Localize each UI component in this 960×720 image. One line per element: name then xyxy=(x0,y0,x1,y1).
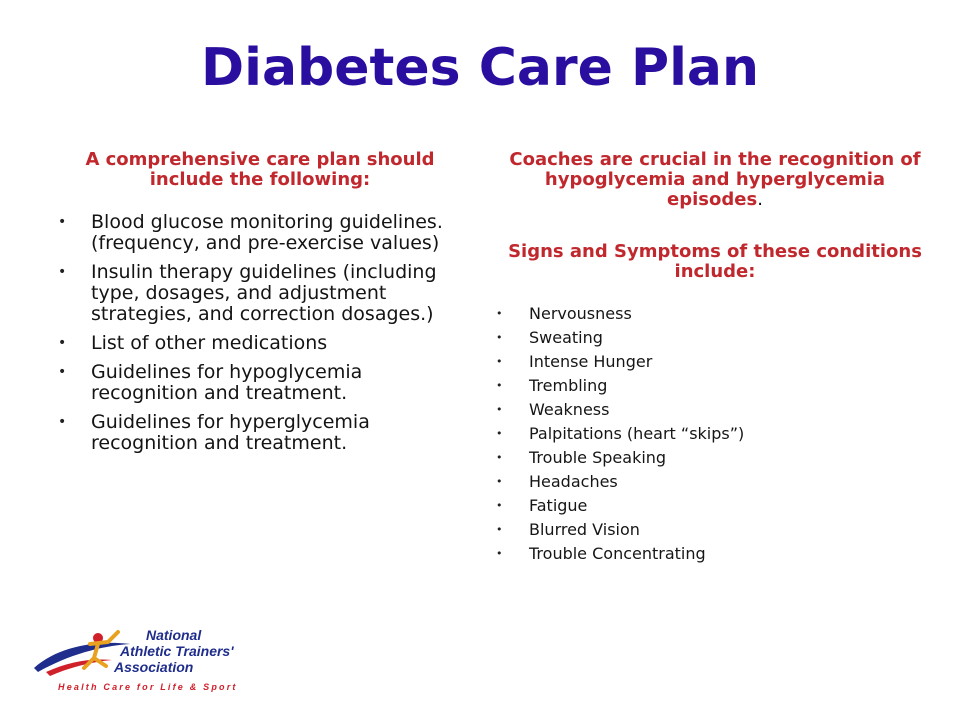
list-item: • Weakness xyxy=(496,400,916,420)
coaches-heading-text: Coaches are crucial in the recognition of hypoglycemia and hyperglycemia episodes xyxy=(509,149,921,210)
list-item: • Blood glucose monitoring guidelines. (frequency, and pre-exercise values) xyxy=(58,212,458,254)
care-plan-list xyxy=(58,212,458,462)
list-item: • Fatigue xyxy=(496,496,916,516)
logo-line3: Association xyxy=(114,659,194,675)
list-item: • Trembling xyxy=(496,376,916,396)
list-item: • Headaches xyxy=(496,472,916,492)
coaches-heading-period: . xyxy=(757,189,763,210)
coaches-heading xyxy=(505,150,925,210)
list-item: • Guidelines for hyperglycemia recognition and treatment. xyxy=(58,412,458,454)
list-item: • Blurred Vision xyxy=(496,520,916,540)
list-item: • Palpitations (heart “skips”) xyxy=(496,424,916,444)
list-item: • Sweating xyxy=(496,328,916,348)
list-item: • List of other medications xyxy=(58,333,458,354)
nata-logo xyxy=(28,622,278,696)
list-item: • Trouble Speaking xyxy=(496,448,916,468)
symptoms-list xyxy=(496,304,916,568)
list-item: • Intense Hunger xyxy=(496,352,916,372)
list-item: • Insulin therapy guidelines (including type, dosages, and adjustment strategies, and correction dosages.) xyxy=(58,262,458,325)
care-plan-heading: A comprehensive care plan should include the following: xyxy=(85,149,435,190)
symptoms-heading: Signs and Symptoms of these conditions include: xyxy=(508,241,922,282)
slide-title: Diabetes Care Plan xyxy=(200,38,760,98)
list-item: • Trouble Concentrating xyxy=(496,544,916,564)
list-item: • Nervousness xyxy=(496,304,916,324)
logo-line2: Athletic Trainers' xyxy=(120,643,234,659)
list-item: • Guidelines for hypoglycemia recognition and treatment. xyxy=(58,362,458,404)
logo-line1: National xyxy=(146,627,202,643)
logo-tagline: Health Care for Life & Sport xyxy=(58,682,238,692)
